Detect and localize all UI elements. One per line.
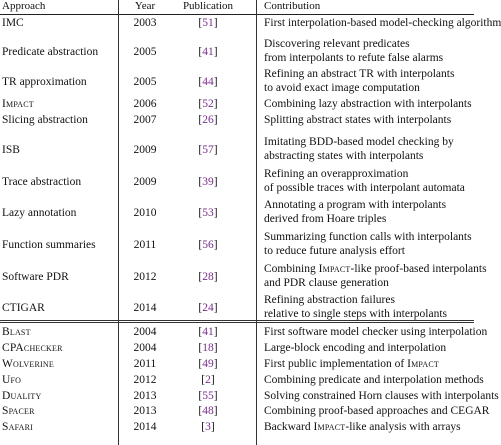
contribution-cell: Refining abstraction failures: [264, 294, 395, 306]
publication-cell: [53]: [198, 206, 218, 219]
table-row: [0, 113, 474, 127]
year-cell: 2013: [133, 404, 157, 417]
citation-link[interactable]: 44: [202, 75, 214, 88]
table-row: [0, 168, 474, 196]
contribution-cell: Combining Impact-like proof-based interpolants: [264, 263, 487, 275]
approach-cell: CTIGAR: [2, 301, 45, 314]
publication-cell: [24]: [198, 301, 218, 314]
publication-cell: [49]: [198, 357, 218, 370]
citation-link[interactable]: 53: [202, 206, 214, 219]
year-cell: 2014: [133, 301, 157, 314]
table-row: [0, 68, 474, 96]
year-cell: 2010: [133, 206, 157, 219]
impact-term: Impact: [318, 263, 351, 275]
publication-cell: [41]: [198, 325, 218, 338]
table-row: [0, 404, 490, 418]
approach-cell: Slicing abstraction: [2, 113, 88, 126]
header-year: Year: [134, 0, 156, 12]
approach-cell: Duality: [2, 389, 42, 402]
table-header: [0, 0, 474, 15]
impact-term: Impact: [407, 357, 439, 370]
approach-cell: Safari: [2, 420, 34, 433]
citation-link[interactable]: 41: [202, 45, 214, 58]
citation-link[interactable]: 2: [205, 373, 211, 386]
table-row: [0, 389, 499, 403]
contribution-cell: Combining predicate and interpolation methods: [264, 373, 484, 386]
contribution-cell: Refining an abstract TR with interpolants: [264, 68, 455, 80]
publication-cell: [39]: [198, 175, 218, 188]
approach-cell: CPAchecker: [2, 341, 63, 354]
contribution-cell: Annotating a program with interpolants: [264, 199, 447, 211]
table-row: [0, 294, 474, 322]
contribution-cell: First interpolation-based model-checking algorithm: [264, 16, 501, 29]
impact-term: Impact: [313, 420, 346, 433]
contribution-cell: Combining proof-based approaches and CEGAR: [264, 404, 490, 417]
header-approach: Approach: [2, 0, 46, 12]
year-cell: 2006: [133, 97, 157, 110]
table-row: [0, 263, 487, 291]
citation-link[interactable]: 57: [202, 143, 214, 156]
publication-cell: [55]: [198, 389, 218, 402]
contribution-cell: Solving constrained Horn clauses with interpolants: [264, 389, 499, 402]
contribution-cell: from interpolants to refute false alarms: [264, 51, 444, 64]
section-separator: [0, 322, 474, 323]
contribution-cell: derived from Hoare triples: [264, 212, 387, 225]
year-cell: 2012: [133, 373, 157, 386]
approach-cell: Function summaries: [2, 238, 96, 251]
table-row: [0, 16, 501, 30]
publication-cell: [51]: [198, 16, 218, 29]
approach-cell: Lazy annotation: [2, 206, 77, 219]
table-row: [0, 38, 474, 66]
publication-cell: [57]: [198, 143, 218, 156]
contribution-cell: to reduce future analysis effort: [264, 244, 405, 257]
approach-cell: IMC: [2, 16, 24, 29]
publication-cell: [2]: [201, 373, 215, 386]
year-cell: 2009: [133, 175, 157, 188]
contribution-cell: Summarizing function calls with interpolants: [264, 231, 472, 243]
approach-cell: Trace abstraction: [2, 175, 82, 188]
approach-cell: Wolverine: [2, 357, 54, 370]
citation-link[interactable]: 39: [202, 175, 214, 188]
contribution-cell: abstracting states with interpolants: [264, 149, 424, 162]
year-cell: 2004: [133, 325, 157, 338]
year-cell: 2004: [133, 341, 157, 354]
citation-link[interactable]: 52: [202, 97, 214, 110]
table-row: [0, 341, 474, 355]
publication-cell: [18]: [198, 341, 218, 354]
citation-link[interactable]: 28: [202, 270, 214, 283]
year-cell: 2003: [133, 16, 157, 29]
citation-link[interactable]: 49: [202, 357, 214, 370]
approach-cell: Software PDR: [2, 270, 69, 283]
year-cell: 2011: [133, 238, 157, 251]
year-cell: 2005: [133, 45, 157, 58]
contribution-cell: First software model checker using interpolation: [264, 325, 488, 338]
table-row: [0, 325, 488, 339]
table-row: [0, 373, 484, 387]
header-contribution: Contribution: [264, 0, 321, 12]
contribution-cell: of possible traces with interpolant automata: [264, 181, 465, 194]
publication-cell: [44]: [198, 75, 218, 88]
table-row: [0, 97, 474, 111]
header-publication: Publication: [182, 0, 234, 12]
contribution-cell: First public implementation of Impact: [264, 357, 439, 370]
citation-link[interactable]: 51: [202, 16, 214, 29]
year-cell: 2011: [133, 357, 157, 370]
contribution-cell: Splitting abstract states with interpolants: [264, 113, 452, 126]
year-cell: 2014: [133, 420, 157, 433]
contribution-cell: Imitating BDD-based model checking by: [264, 136, 454, 148]
year-cell: 2013: [133, 389, 157, 402]
table-row: [0, 357, 474, 371]
approach-cell: TR approximation: [2, 75, 87, 88]
publication-cell: [3]: [201, 420, 215, 433]
contribution-cell: Backward Impact-like analysis with arrays: [264, 420, 461, 433]
citation-link[interactable]: 24: [202, 301, 214, 314]
citation-link[interactable]: 18: [202, 341, 214, 354]
contribution-cell: to avoid exact image computation: [264, 81, 420, 94]
publication-cell: [26]: [198, 113, 218, 126]
citation-link[interactable]: 55: [202, 389, 214, 402]
citation-link[interactable]: 48: [202, 404, 214, 417]
approach-cell: Blast: [2, 325, 31, 338]
publication-cell: [28]: [198, 270, 218, 283]
contribution-cell: relative to single steps with interpolants: [264, 307, 448, 320]
approach-cell: Ufo: [2, 373, 22, 386]
contribution-cell: Discovering relevant predicates: [264, 38, 410, 50]
approach-cell: Predicate abstraction: [2, 45, 99, 58]
table-row: [0, 231, 474, 259]
year-cell: 2009: [133, 143, 157, 156]
year-cell: 2012: [133, 270, 157, 283]
contribution-cell: Combining lazy abstraction with interpolants: [264, 97, 472, 110]
citation-link[interactable]: 3: [205, 420, 211, 433]
contribution-cell: Refining an overapproximation: [264, 168, 409, 180]
year-cell: 2005: [133, 75, 157, 88]
contribution-cell: and PDR clause generation: [264, 276, 389, 289]
publication-cell: [52]: [198, 97, 218, 110]
publication-cell: [48]: [198, 404, 218, 417]
table-row: [0, 199, 474, 227]
approach-cell: Spacer: [2, 404, 35, 417]
table-row: [0, 136, 474, 164]
approach-cell: ISB: [2, 143, 20, 156]
contribution-cell: Large-block encoding and interpolation: [264, 341, 447, 354]
publication-cell: [41]: [198, 45, 218, 58]
citation-link[interactable]: 41: [202, 325, 214, 338]
citation-link[interactable]: 26: [202, 113, 214, 126]
approach-cell: Impact: [2, 97, 34, 110]
year-cell: 2007: [133, 113, 157, 126]
citation-link[interactable]: 56: [202, 238, 214, 251]
publication-cell: [56]: [198, 238, 218, 251]
table-row: [0, 420, 474, 434]
